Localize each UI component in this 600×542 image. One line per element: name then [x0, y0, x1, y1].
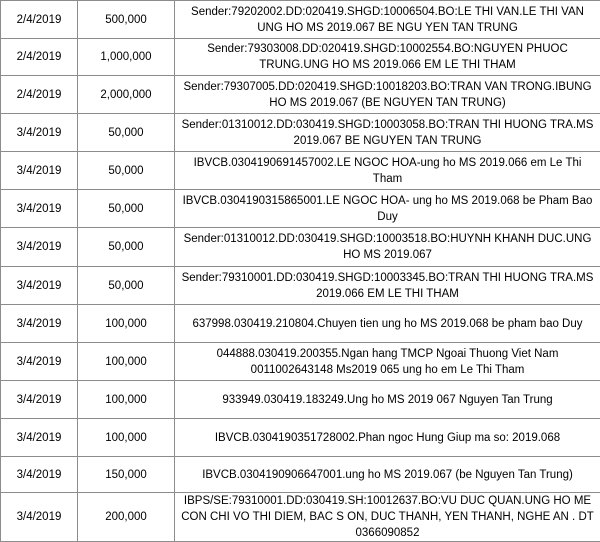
table-row	[1, 343, 600, 381]
amount-cell: 50,000	[78, 152, 175, 190]
amount-cell: 50,000	[78, 114, 175, 152]
amount-cell: 100,000	[78, 343, 175, 381]
description-cell: IBPS/SE:79310001.DD:030419.SH:10012637.BO:VU DUC QUAN.UNG HO ME CON CHI VO THI DIEM, BAC S ON, DUC THANH, YEN THANH, NGHE AN . DT 0366090852	[175, 493, 600, 542]
description-cell: IBVCB.0304190315865001.LE NGOC HOA- ung ho MS 2019.068 be Pham Bao Duy	[175, 190, 600, 228]
description-cell: 933949.030419.183249.Ung ho MS 2019 067 Nguyen Tan Trung	[175, 381, 600, 419]
description-cell: Sender:79202002.DD:020419.SHGD:10006504.BO:LE THI VAN.LE THI VAN UNG HO MS 2019.067 BE NGU YEN TAN TRUNG	[175, 1, 600, 39]
date-cell: 2/4/2019	[1, 76, 78, 114]
description-cell: Sender:79307005.DD:020419.SHGD:10018203.BO:TRAN VAN TRONG.IBUNG HO MS 2019.067 (BE NGUYEN TAN TRUNG)	[175, 76, 600, 114]
table-row	[1, 457, 600, 493]
date-cell: 3/4/2019	[1, 114, 78, 152]
amount-cell: 150,000	[78, 457, 175, 493]
date-cell: 3/4/2019	[1, 152, 78, 190]
table-row	[1, 152, 600, 190]
amount-cell: 2,000,000	[78, 76, 175, 114]
table-row	[1, 381, 600, 419]
description-cell: 044888.030419.200355.Ngan hang TMCP Ngoai Thuong Viet Nam 0011002643148 Ms2019 065 ung ho em Le Thi Tham	[175, 343, 600, 381]
date-cell: 3/4/2019	[1, 190, 78, 228]
date-cell: 3/4/2019	[1, 305, 78, 343]
date-cell: 3/4/2019	[1, 381, 78, 419]
description-cell: Sender:01310012.DD:030419.SHGD:10003518.BO:HUYNH KHANH DUC.UNG HO MS 2019.067	[175, 228, 600, 267]
table-row	[1, 1, 600, 39]
amount-cell: 1,000,000	[78, 39, 175, 76]
table-row	[1, 267, 600, 305]
table-row	[1, 419, 600, 457]
description-cell: IBVCB.0304190351728002.Phan ngoc Hung Giup ma so: 2019.068	[175, 419, 600, 457]
table-row	[1, 76, 600, 114]
date-cell: 3/4/2019	[1, 493, 78, 542]
description-cell: Sender:01310012.DD:030419.SHGD:10003058.BO:TRAN THI HUONG TRA.MS 2019.067 BE NGUYEN TAN TRUNG	[175, 114, 600, 152]
date-cell: 3/4/2019	[1, 419, 78, 457]
date-cell: 3/4/2019	[1, 457, 78, 493]
table-row	[1, 190, 600, 228]
date-cell: 3/4/2019	[1, 343, 78, 381]
amount-cell: 100,000	[78, 419, 175, 457]
table-row	[1, 305, 600, 343]
date-cell: 3/4/2019	[1, 228, 78, 267]
amount-cell: 100,000	[78, 381, 175, 419]
description-cell: 637998.030419.210804.Chuyen tien ung ho MS 2019.068 be pham bao Duy	[175, 305, 600, 343]
table-row	[1, 114, 600, 152]
date-cell: 2/4/2019	[1, 39, 78, 76]
amount-cell: 500,000	[78, 1, 175, 39]
description-cell: Sender:79303008.DD:020419.SHGD:10002554.BO:NGUYEN PHUOC TRUNG.UNG HO MS 2019.066 EM LE THI THAM	[175, 39, 600, 76]
description-cell: Sender:79310001.DD:030419.SHGD:10003345.BO:TRAN THI HUONG TRA.MS 2019.066 EM LE THI THAM	[175, 267, 600, 305]
table-row	[1, 39, 600, 76]
description-cell: IBVCB.0304190691457002.LE NGOC HOA-ung ho MS 2019.066 em Le Thi Tham	[175, 152, 600, 190]
date-cell: 2/4/2019	[1, 1, 78, 39]
amount-cell: 100,000	[78, 305, 175, 343]
description-cell: IBVCB.0304190906647001.ung ho MS 2019.067 (be Nguyen Tan Trung)	[175, 457, 600, 493]
amount-cell: 50,000	[78, 190, 175, 228]
amount-cell: 50,000	[78, 267, 175, 305]
amount-cell: 50,000	[78, 228, 175, 267]
table-row	[1, 228, 600, 267]
table-row	[1, 493, 600, 542]
date-cell: 3/4/2019	[1, 267, 78, 305]
amount-cell: 200,000	[78, 493, 175, 542]
